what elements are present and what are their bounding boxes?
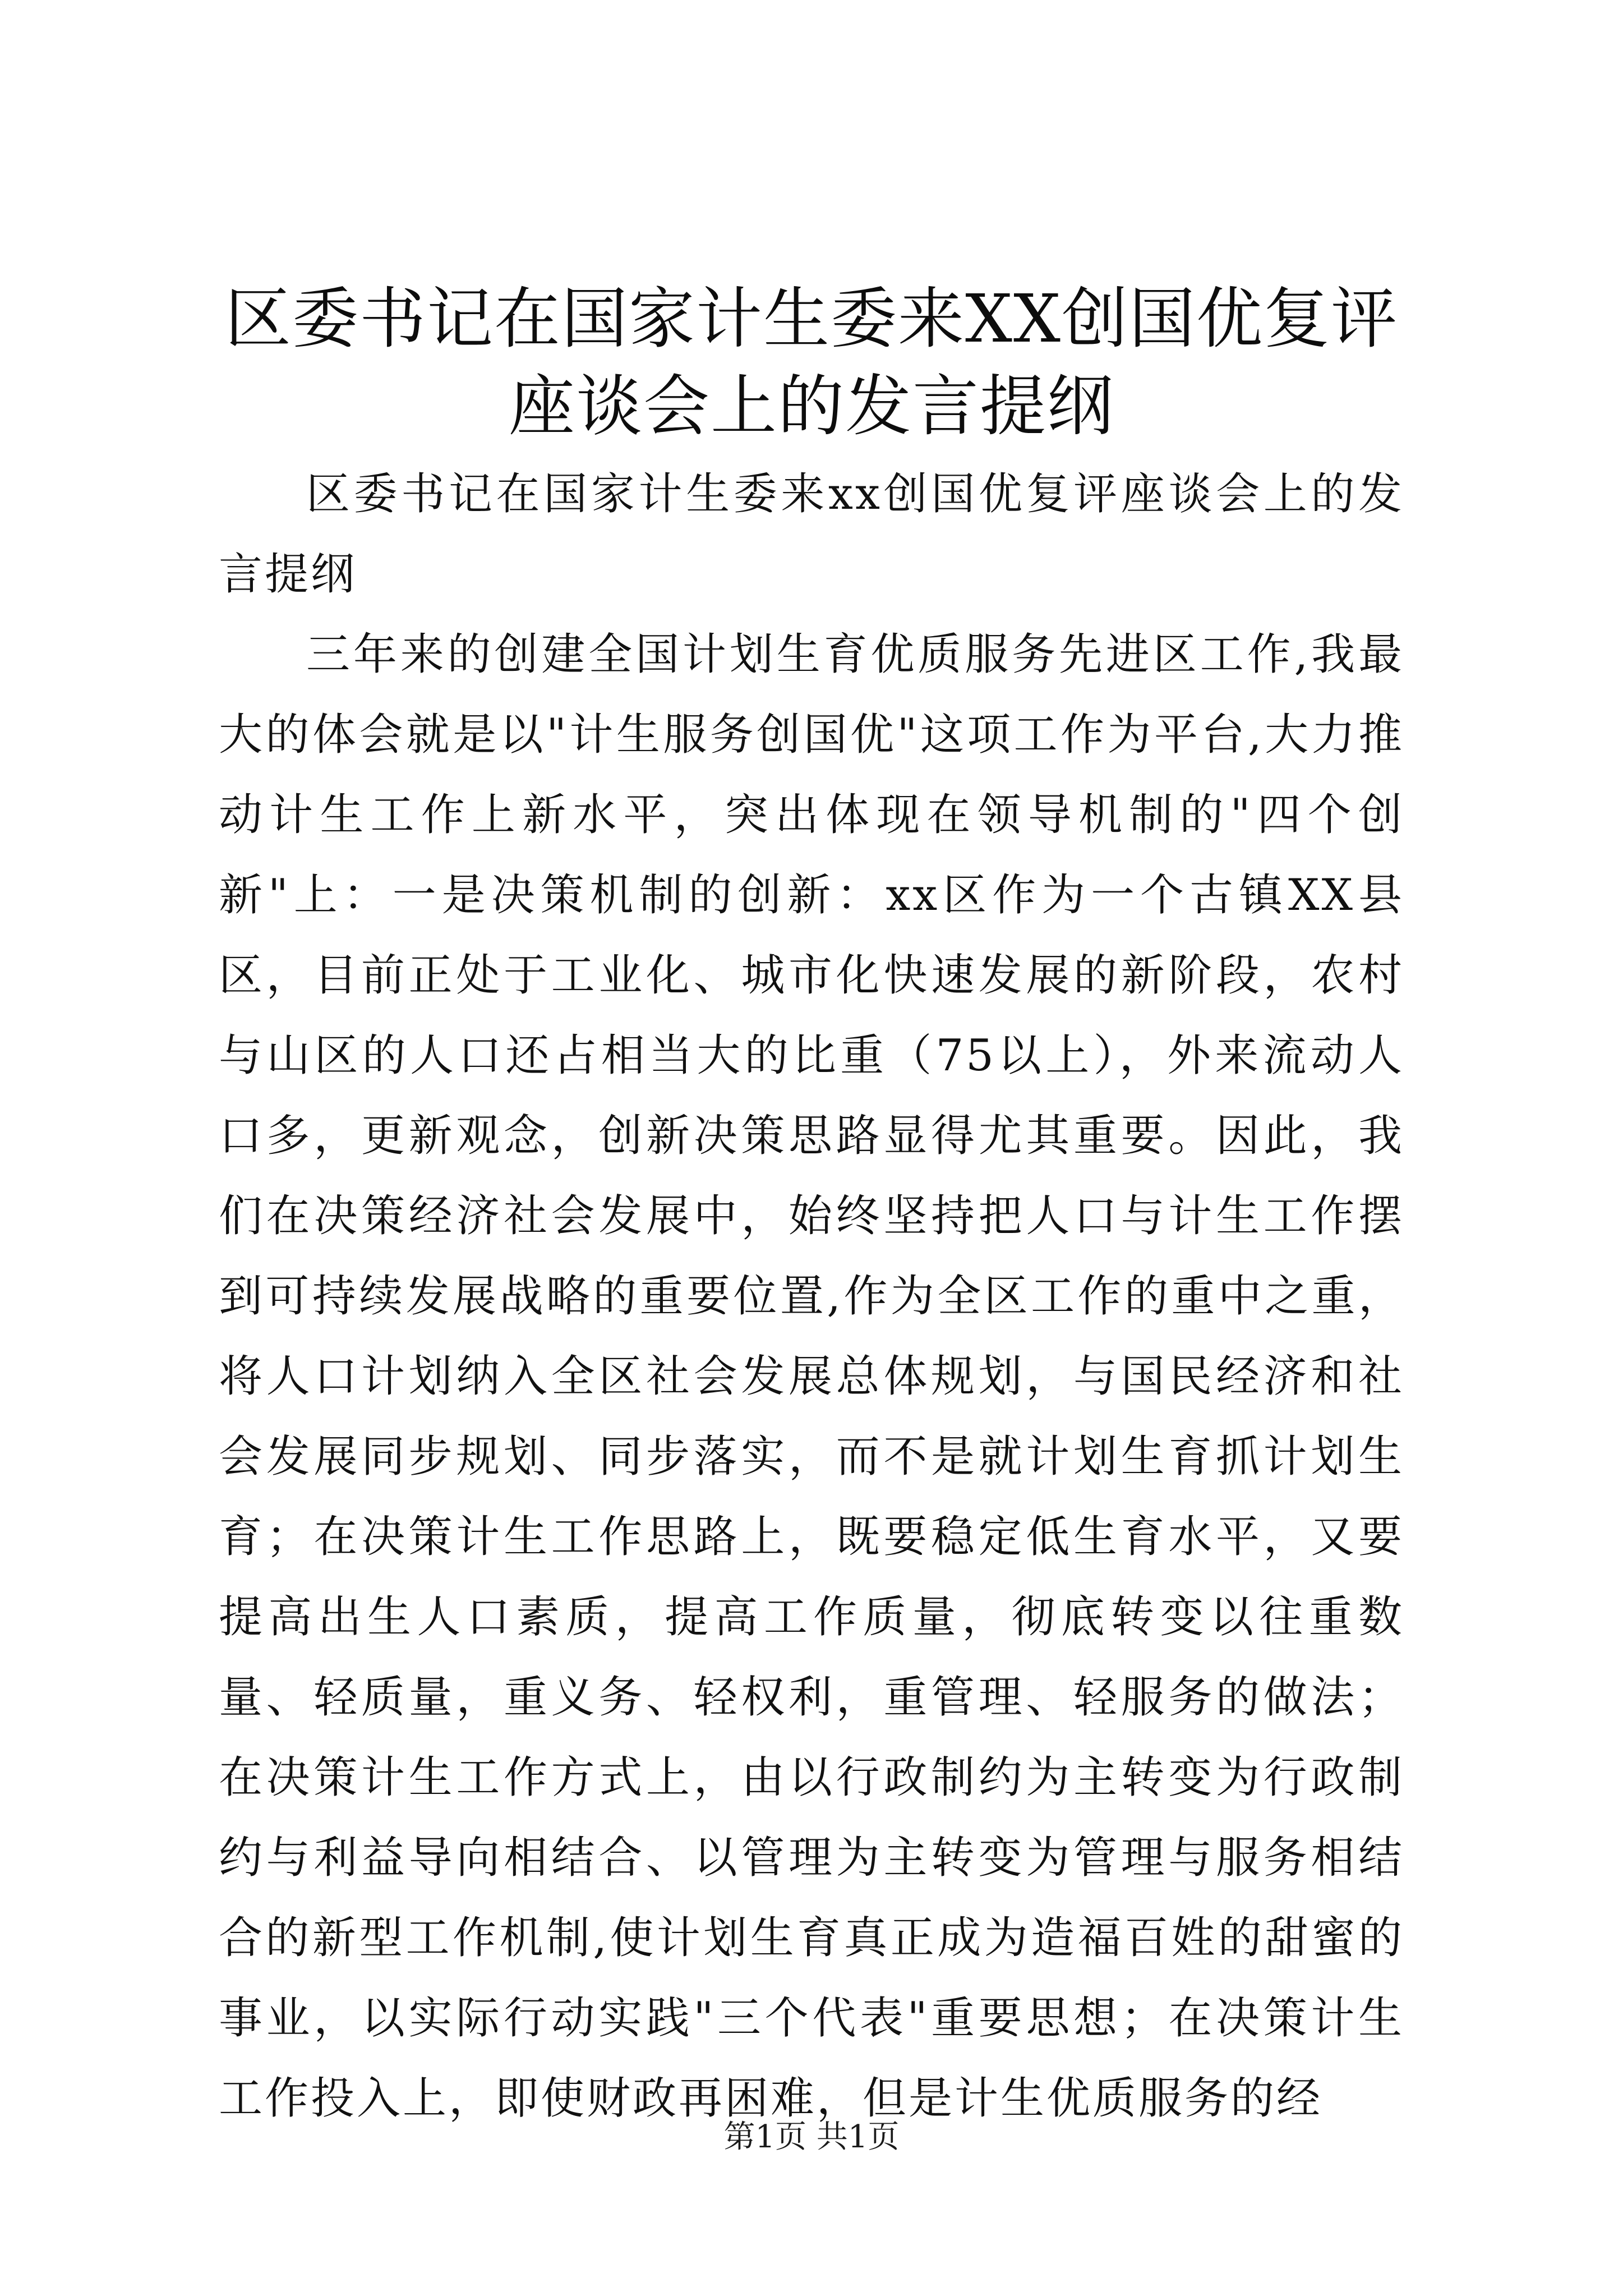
document-title: 区委书记在国家计生委来XX创国优复评座谈会上的发言提纲	[224, 280, 1398, 445]
document-body	[219, 454, 1404, 2139]
paragraph-repeated-title: 区委书记在国家计生委来xx创国优复评座谈会上的发言提纲	[219, 469, 1404, 600]
paragraph-main-body: 三年来的创建全国计划生育优质服务先进区工作,我最大的体会就是以"计生服务创国优"这项工作为平台,大力推动计生工作上新水平，突出体现在领导机制的"四个创新"上：一是决策机制的创新：xx区作为一个古镇XX县区，目前正处于工业化、城市化快速发展的新阶段，农村与山区的人口还占相当大的比重（75以上），外来流动人口多，更新观念，创新决策思路显得尤其重要。因此，我们在决策经济社会发展中，始终坚持把人口与计生工作摆到可持续发展战略的重要位置,作为全区工作的重中之重，将人口计划纳入全区社会发展总体规划，与国民经济和社会发展同步规划、同步落实，而不是就计划生育抓计划生育；在决策计生工作思路上，既要稳定低生育水平，又要提高出生人口素质，提高工作质量，彻底转变以往重数量、轻质量，重义务、轻权利，重管理、轻服务的做法；在决策计生工作方式上，由以行政制约为主转变为行政制约与利益导向相结合、以管理为主转变为管理与服务相结合的新型工作机制,使计划生育真正成为造福百姓的甜蜜的事业，以实际行动实践"三个代表"重要思想；在决策计生工作投入上，即使财政再困难，但是计生优质服务的经	[219, 629, 1404, 2124]
page-number-footer: 第1页 共1页	[723, 2119, 900, 2155]
